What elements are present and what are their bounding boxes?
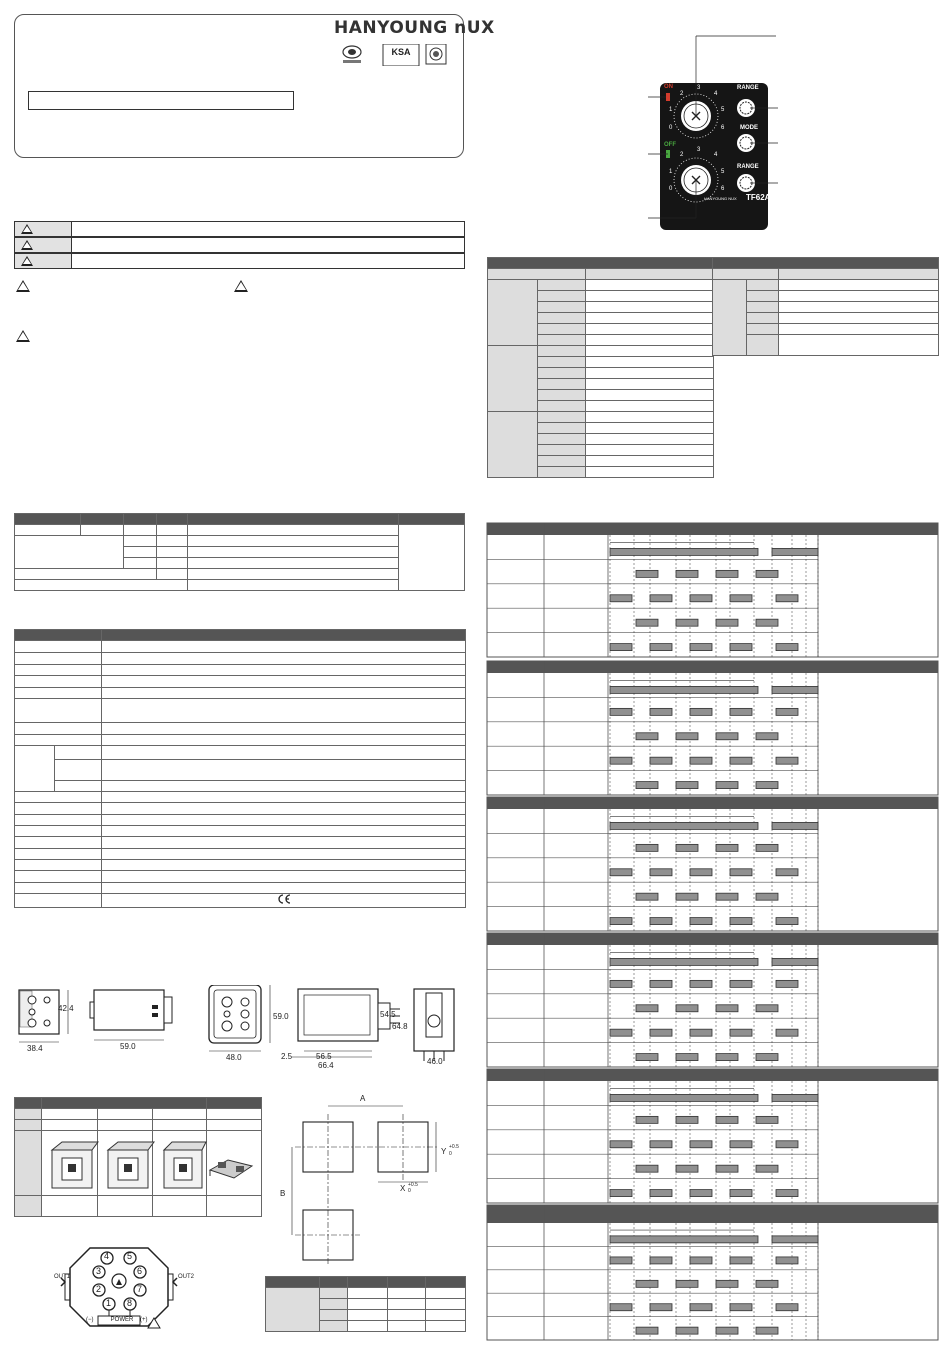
timing-pulse xyxy=(730,644,752,651)
timing-bar xyxy=(772,958,818,965)
timing-pulse xyxy=(690,918,712,925)
pin-label: 8 xyxy=(127,1298,133,1308)
timing-pulse xyxy=(756,844,778,851)
dial-top-num: 1 xyxy=(669,107,673,113)
timing-bar xyxy=(610,958,758,965)
timing-pulse xyxy=(650,1304,672,1311)
timing-pulse xyxy=(730,1190,752,1197)
led-on-label: ON xyxy=(664,84,673,90)
dial-top-num: 0 xyxy=(669,125,673,131)
dial-bottom-num: 6 xyxy=(721,186,725,192)
timing-block xyxy=(487,661,938,795)
timing-pulse xyxy=(756,570,778,577)
timing-pulse xyxy=(776,1304,798,1311)
pin-label: 3 xyxy=(96,1266,102,1276)
timing-pulse xyxy=(730,708,752,715)
timing-pulse xyxy=(650,869,672,876)
dim-label: 59.0 xyxy=(120,1042,136,1051)
timing-pulse xyxy=(610,1141,632,1148)
timing-pulse xyxy=(650,980,672,987)
dial-bottom-num: 4 xyxy=(714,152,718,158)
suffix-code-table xyxy=(14,513,465,591)
timing-pulse xyxy=(610,708,632,715)
pin-label: 7 xyxy=(137,1284,143,1294)
minus-label: (−) xyxy=(86,1317,94,1323)
timing-pulse xyxy=(636,1327,658,1334)
range-table-left xyxy=(487,257,714,478)
warning-row-warning xyxy=(14,237,465,253)
timing-pulse xyxy=(756,1327,778,1334)
timing-pulse xyxy=(776,595,798,602)
timing-block-header xyxy=(487,1205,938,1223)
ce-mark-icon xyxy=(276,894,292,904)
timing-pulse xyxy=(756,893,778,900)
timing-pulse xyxy=(636,893,658,900)
timing-pulse xyxy=(730,980,752,987)
timing-pulse xyxy=(636,619,658,626)
cutout-label-b: B xyxy=(280,1189,286,1198)
timing-pulse xyxy=(730,757,752,764)
dim-label: 56.5 xyxy=(316,1052,332,1061)
timing-pulse xyxy=(650,1257,672,1264)
timing-pulse xyxy=(676,1005,698,1012)
timing-pulse xyxy=(676,1054,698,1061)
timing-pulse xyxy=(636,782,658,789)
timing-pulse xyxy=(610,757,632,764)
pin-label: 5 xyxy=(127,1251,133,1261)
timing-block xyxy=(487,523,938,657)
dim-label: 59.0 xyxy=(273,1012,289,1021)
power-label: POWER xyxy=(110,1317,134,1323)
timing-pulse xyxy=(690,1190,712,1197)
timing-pulse xyxy=(676,570,698,577)
dial-top-num: 3 xyxy=(697,85,701,91)
model-field xyxy=(28,91,294,110)
warning-row-caution xyxy=(14,253,465,269)
timing-pulse xyxy=(730,1304,752,1311)
timing-pulse xyxy=(730,918,752,925)
timing-pulse xyxy=(610,869,632,876)
timing-pulse xyxy=(676,1280,698,1287)
timing-pulse xyxy=(636,1165,658,1172)
timing-pulse xyxy=(730,1141,752,1148)
timing-pulse xyxy=(610,595,632,602)
timing-block xyxy=(487,797,938,931)
dim-label: 66.4 xyxy=(318,1061,334,1070)
timing-pulse xyxy=(716,1327,738,1334)
timing-pulse xyxy=(716,1116,738,1123)
dial-bottom-num: 2 xyxy=(680,152,684,158)
dial-top-num: 6 xyxy=(721,125,725,131)
dim-label: 2.5 xyxy=(281,1052,293,1061)
warning-icon xyxy=(16,330,30,342)
timing-pulse xyxy=(756,619,778,626)
timing-bar xyxy=(772,1094,818,1101)
timing-bar xyxy=(772,686,818,693)
dial-bottom-num: 1 xyxy=(669,169,673,175)
ksa-badge: KSA xyxy=(391,47,411,57)
timing-pulse xyxy=(690,644,712,651)
timing-block xyxy=(487,1069,938,1203)
timing-pulse xyxy=(636,1116,658,1123)
timing-pulse xyxy=(716,1280,738,1287)
timing-pulse xyxy=(610,644,632,651)
warning-icon xyxy=(234,280,248,292)
timing-pulse xyxy=(776,980,798,987)
timing-pulse xyxy=(636,733,658,740)
warning-icon xyxy=(16,280,30,292)
cutout-label-x: X xyxy=(400,1184,406,1193)
dim-label: 38.4 xyxy=(27,1044,43,1053)
cutout-tolerance: +0.5 xyxy=(449,1144,459,1150)
timing-pulse xyxy=(610,1190,632,1197)
pin-label: 1 xyxy=(106,1298,112,1308)
timing-bar xyxy=(610,822,758,829)
timing-pulse xyxy=(776,918,798,925)
timing-pulse xyxy=(610,980,632,987)
timing-pulse xyxy=(756,782,778,789)
timing-pulse xyxy=(776,869,798,876)
device-model: TF62A xyxy=(746,193,771,202)
warning-icon xyxy=(21,224,33,234)
timing-pulse xyxy=(676,1116,698,1123)
timing-pulse xyxy=(756,1165,778,1172)
pin-label: 4 xyxy=(104,1251,110,1261)
timing-pulse xyxy=(690,1029,712,1036)
timing-block-header xyxy=(487,1069,938,1081)
timing-block-header xyxy=(487,661,938,673)
timing-block-header xyxy=(487,933,938,945)
timing-pulse xyxy=(650,1029,672,1036)
range-switch-label: RANGE xyxy=(737,85,759,91)
dim-label: 42.4 xyxy=(58,1004,74,1013)
dial-bottom-num: 3 xyxy=(697,147,701,153)
timing-pulse xyxy=(690,708,712,715)
dim-label: 54.5 xyxy=(380,1010,396,1019)
timing-pulse xyxy=(690,980,712,987)
pin-label: 6 xyxy=(137,1266,143,1276)
timing-pulse xyxy=(776,708,798,715)
timing-pulse xyxy=(650,1190,672,1197)
timing-pulse xyxy=(650,918,672,925)
dial-bottom-num: 0 xyxy=(669,186,673,192)
timing-pulse xyxy=(716,844,738,851)
led-off-label: OFF xyxy=(664,142,676,148)
timing-pulse xyxy=(716,782,738,789)
cutout-tolerance: 0 xyxy=(408,1188,411,1194)
timing-block-header xyxy=(487,523,938,535)
timing-pulse xyxy=(716,893,738,900)
dial-bottom-num: 5 xyxy=(721,169,725,175)
timing-pulse xyxy=(776,1029,798,1036)
timing-pulse xyxy=(716,733,738,740)
timing-pulse xyxy=(730,595,752,602)
socket-images xyxy=(44,1138,259,1198)
timing-pulse xyxy=(756,1280,778,1287)
cutout-table xyxy=(265,1276,466,1332)
timing-pulse xyxy=(730,1029,752,1036)
timing-pulse xyxy=(650,757,672,764)
panel-cutout-diagram xyxy=(270,1092,470,1267)
timing-pulse xyxy=(716,1165,738,1172)
timing-pulse xyxy=(676,893,698,900)
timing-pulse xyxy=(730,869,752,876)
timing-block xyxy=(487,933,938,1067)
cutout-label-y: Y xyxy=(441,1147,447,1156)
warning-icon xyxy=(21,240,33,250)
range-table-right xyxy=(712,257,939,356)
dial-top-num: 4 xyxy=(714,91,718,97)
timing-bar xyxy=(610,1236,758,1243)
timing-pulse xyxy=(636,1054,658,1061)
timing-pulse xyxy=(636,1005,658,1012)
plus-label: (+) xyxy=(140,1317,148,1323)
timing-block-header xyxy=(487,797,938,809)
dim-label: 46.0 xyxy=(427,1057,443,1066)
cutout-label-a: A xyxy=(360,1094,366,1103)
timing-pulse xyxy=(756,1054,778,1061)
timing-pulse xyxy=(676,782,698,789)
warning-icon xyxy=(21,256,33,266)
warning-row-danger xyxy=(14,221,465,237)
timing-pulse xyxy=(650,644,672,651)
timing-pulse xyxy=(716,1054,738,1061)
timing-pulse xyxy=(676,1327,698,1334)
dial-top-num: 2 xyxy=(680,91,684,97)
dim-label: 48.0 xyxy=(226,1053,242,1062)
timing-pulse xyxy=(776,1190,798,1197)
mode-switch-label: MODE xyxy=(740,125,758,131)
timing-pulse xyxy=(690,1304,712,1311)
timing-pulse xyxy=(690,1141,712,1148)
timing-pulse xyxy=(676,1165,698,1172)
pin-label: 2 xyxy=(96,1284,102,1294)
timing-bar xyxy=(772,822,818,829)
cutout-tolerance: +0.5 xyxy=(408,1182,418,1188)
timing-block xyxy=(487,1205,938,1340)
timing-bar xyxy=(610,1094,758,1101)
timing-pulse xyxy=(690,869,712,876)
timing-pulse xyxy=(716,570,738,577)
timing-pulse xyxy=(756,1005,778,1012)
timing-pulse xyxy=(636,570,658,577)
timing-pulse xyxy=(676,733,698,740)
timing-pulse xyxy=(776,757,798,764)
timing-bar xyxy=(772,1236,818,1243)
out1-label: OUT1 xyxy=(54,1274,71,1280)
dim-label: 64.8 xyxy=(392,1022,408,1031)
timing-pulse xyxy=(756,1116,778,1123)
dial-top-num: 5 xyxy=(721,107,725,113)
out2-label: OUT2 xyxy=(178,1274,195,1280)
timing-pulse xyxy=(676,619,698,626)
timing-pulse xyxy=(776,1257,798,1264)
timing-pulse xyxy=(730,1257,752,1264)
timing-bar xyxy=(772,548,818,555)
timing-pulse xyxy=(636,844,658,851)
device-brand-line: HANYOUNG NUX xyxy=(704,196,737,201)
cutout-tolerance: 0 xyxy=(449,1151,452,1157)
timing-pulse xyxy=(636,1280,658,1287)
timing-pulse xyxy=(690,757,712,764)
range-switch-label: RANGE xyxy=(737,164,759,170)
timing-pulse xyxy=(676,844,698,851)
specifications-table xyxy=(14,629,466,908)
timing-pulse xyxy=(650,1141,672,1148)
timing-pulse xyxy=(776,644,798,651)
timing-bar xyxy=(610,548,758,555)
timing-pulse xyxy=(776,1141,798,1148)
timing-charts xyxy=(486,522,940,1342)
timing-pulse xyxy=(610,918,632,925)
timing-pulse xyxy=(690,1257,712,1264)
timing-pulse xyxy=(650,595,672,602)
timing-pulse xyxy=(690,595,712,602)
timing-pulse xyxy=(716,1005,738,1012)
timing-pulse xyxy=(610,1304,632,1311)
wiring-diagram xyxy=(50,1238,200,1338)
timing-pulse xyxy=(610,1029,632,1036)
timing-pulse xyxy=(756,733,778,740)
timing-pulse xyxy=(650,708,672,715)
timing-pulse xyxy=(610,1257,632,1264)
brand-logo: HANYOUNG nUX xyxy=(334,18,495,38)
timing-pulse xyxy=(716,619,738,626)
timing-bar xyxy=(610,686,758,693)
